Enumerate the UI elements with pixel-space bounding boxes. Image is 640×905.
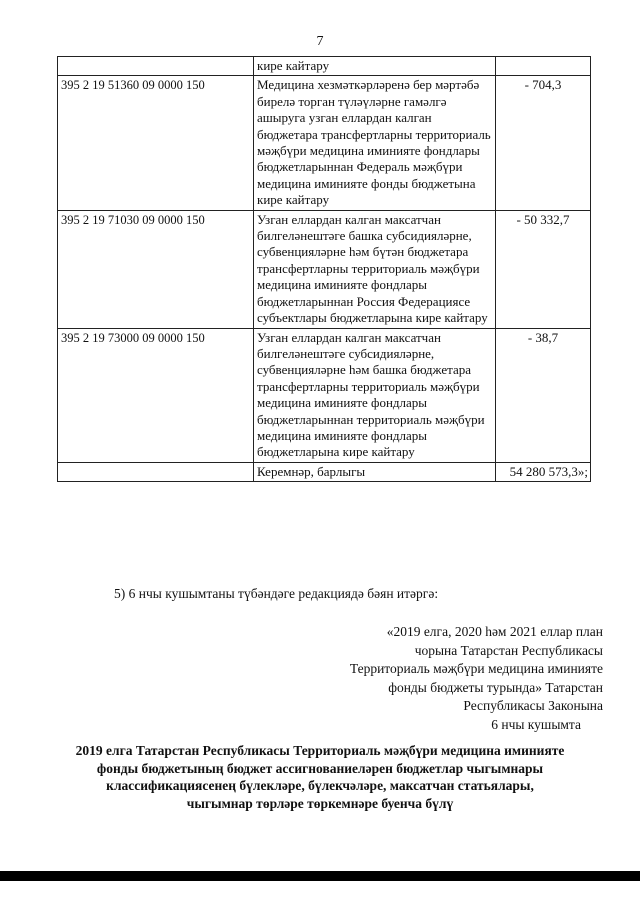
amount-cell: - 50 332,7 bbox=[496, 210, 591, 328]
description-cell: Узган еллардан калган максатчан билгеләнештәге башка субсидияләрне, субвенцияләрне һәм бүтән бюджетара трансфертларны территориаль мәҗбүри медицина иминияте фондлары бюджетларыннан Россия Федерациясе субъектлары бюджетларына кире кайтару bbox=[254, 210, 496, 328]
appendix-line: «2019 елга, 2020 һәм 2021 еллар план bbox=[386, 624, 603, 639]
table-row bbox=[58, 57, 591, 76]
page-number: 7 bbox=[316, 34, 324, 49]
scan-edge-bar bbox=[0, 871, 640, 881]
amount-cell bbox=[496, 57, 591, 76]
appendix-line: Территориаль мәҗбүри медицина иминияте bbox=[349, 661, 603, 676]
budget-table bbox=[57, 56, 591, 482]
budget-code-cell bbox=[58, 462, 254, 481]
description-cell: Узган еллардан калган максатчан билгеләнештәге субсидияләрне, субвенцияләрне һәм башка бюджетара трансфертларны территориаль мәҗбүри медицина иминияте фондлары бюджетларыннан территориаль мәҗбүри медицина иминияте фондлары бюджетларына кире кайтару bbox=[254, 328, 496, 462]
table-row bbox=[58, 210, 591, 328]
amount-cell: - 38,7 bbox=[496, 328, 591, 462]
budget-code-cell bbox=[58, 57, 254, 76]
table-row bbox=[58, 76, 591, 210]
appendix-header bbox=[303, 623, 603, 734]
table-row bbox=[58, 328, 591, 462]
appendix-line: 6 нчы кушымта bbox=[491, 716, 581, 732]
budget-code-cell: 395 2 19 51360 09 0000 150 bbox=[58, 76, 254, 210]
total-amount-cell: 54 280 573,3»; bbox=[496, 462, 591, 481]
table-row-total bbox=[58, 462, 591, 481]
point-text: 5) 6 нчы кушымтаны түбәндәге редакциядә бәян итәргә: bbox=[114, 586, 439, 601]
title-line: чыгымнар төрләре төркемнәре буенча бүлү bbox=[186, 795, 454, 811]
appendix-line: Республикасы Законына bbox=[463, 698, 603, 713]
description-cell: Керемнәр, барлыгы bbox=[254, 462, 496, 481]
budget-code-cell: 395 2 19 73000 09 0000 150 bbox=[58, 328, 254, 462]
document-title bbox=[40, 742, 600, 812]
description-cell: Медицина хезмәткәрләренә бер мәртәбә бирелә торган түләүләрне гамәлгә ашыруга узган еллардан калган бюджетара трансфертларны территориаль мәҗбүри медицина иминияте фондлары бюджетларыннан Федераль мәҗбүри медицина иминияте фонды бюджетына кире кайтару bbox=[254, 76, 496, 210]
title-line: классификациясенең бүлекләре, бүлекчәләре, максатчан статьялары, bbox=[106, 778, 534, 793]
appendix-line: чорына Татарстан Республикасы bbox=[414, 642, 603, 658]
budget-code-cell: 395 2 19 71030 09 0000 150 bbox=[58, 210, 254, 328]
title-line: 2019 елга Татарстан Республикасы Территориаль мәҗбүри медицина иминияте bbox=[75, 743, 565, 758]
description-cell: кире кайтару bbox=[254, 57, 496, 76]
appendix-line: фонды бюджеты турында» Татарстан bbox=[388, 679, 603, 695]
amount-cell: - 704,3 bbox=[496, 76, 591, 210]
title-line: фонды бюджетының бюджет ассигнованиеләрен бюджетлар чыгымнары bbox=[96, 760, 544, 776]
